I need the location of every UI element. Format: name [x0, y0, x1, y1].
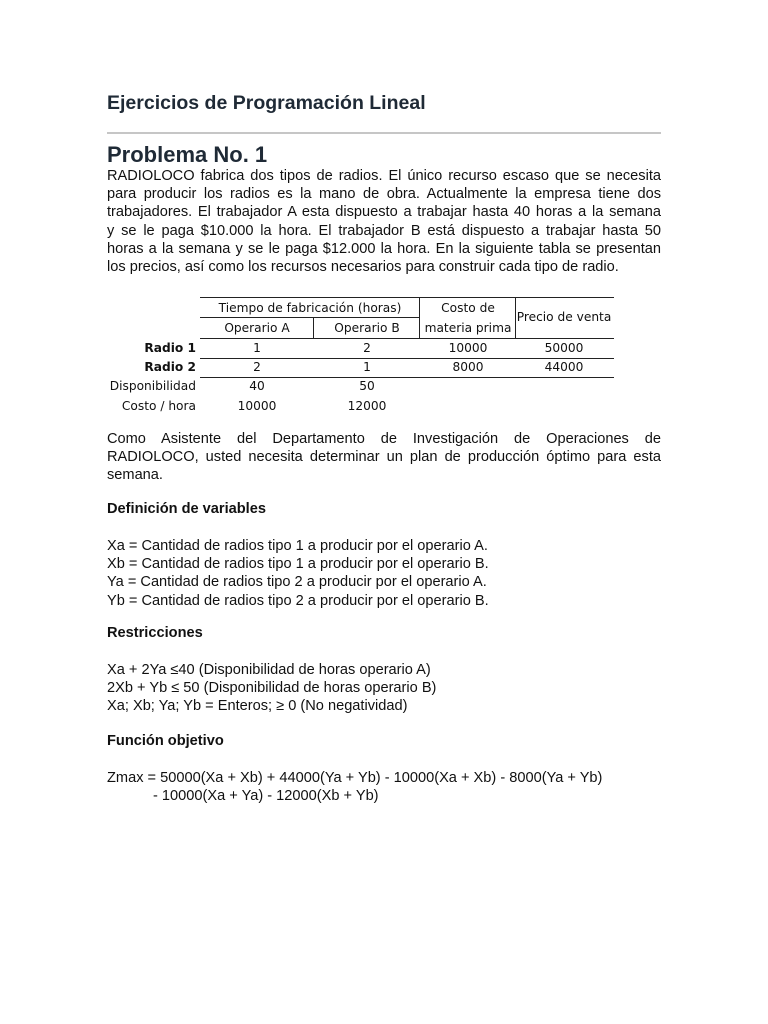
table-header-group: Tiempo de fabricación (horas): [218, 301, 402, 315]
table-cell: 2: [363, 341, 371, 355]
table-cell: 40: [249, 379, 265, 393]
problem-title: Problema No. 1: [107, 142, 268, 167]
title-divider: [107, 132, 661, 134]
table-cell: 12000: [347, 399, 387, 413]
intro-line: y se le paga $10.000 la hora. El trabajador B está dispuesto a trabajar hasta 50: [107, 222, 661, 239]
table-rule: [200, 317, 419, 318]
variable-definition: Xa = Cantidad de radios tipo 1 a producir por el operario A.: [107, 538, 488, 554]
objective-heading: Función objetivo: [107, 733, 224, 749]
intro-line: para producir los radios es la mano de obra. Actualmente la empresa tiene dos: [107, 186, 661, 203]
variable-definition: Xb = Cantidad de radios tipo 1 a producir por el operario B.: [107, 556, 489, 573]
table-rule: [200, 297, 614, 298]
table-row-label: Costo / hora: [121, 399, 196, 413]
table-row-label: Disponibilidad: [109, 379, 196, 393]
variables-heading: Definición de variables: [107, 501, 266, 517]
assistant-paragraph: [107, 430, 661, 485]
objective-line: Zmax = 50000(Xa + Xb) + 44000(Ya + Yb) - 10000(Xa + Xb) - 8000(Ya + Yb): [107, 770, 603, 786]
table-cell: 50000: [544, 341, 584, 355]
intro-paragraph: [107, 167, 661, 276]
table-cell: 10000: [448, 341, 488, 355]
assistant-line: RADIOLOCO, usted necesita determinar un plan de producción óptimo para esta: [107, 449, 661, 466]
table-cell: 1: [363, 360, 371, 374]
table-header-costo: materia prima: [424, 321, 512, 335]
table-rule: [200, 338, 614, 339]
assistant-line: semana.: [107, 467, 163, 484]
table-rule: [313, 317, 314, 338]
variable-definition: Ya = Cantidad de radios tipo 2 a producir por el operario A.: [107, 574, 487, 591]
intro-line: trabajadores. El trabajador A esta dispuesto a trabajar hasta 40 horas a la semana: [107, 204, 661, 221]
restriction: Xa + 2Ya ≤40 (Disponibilidad de horas operario A): [107, 662, 431, 678]
table-header-costo: Costo de: [441, 301, 495, 315]
objective-function: [107, 769, 602, 805]
table-rule: [200, 358, 614, 359]
variables-list: [107, 537, 489, 610]
restriction: Xa; Xb; Ya; Yb = Enteros; ≥ 0 (No negatividad): [107, 698, 408, 715]
table-cell: 8000: [452, 360, 484, 374]
intro-line: los precios, así como los recursos necesarios para construir cada tipo de radio.: [107, 259, 619, 276]
objective-line: - 10000(Xa + Ya) - 12000(Xb + Yb): [153, 788, 379, 805]
assistant-line: Como Asistente del Departamento de Investigación de Operaciones de: [107, 431, 661, 447]
table-row-label: Radio 1: [144, 341, 196, 355]
table-rule: [200, 377, 614, 378]
table-row-label: Radio 2: [144, 360, 196, 374]
intro-line: RADIOLOCO fabrica dos tipos de radios. El único recurso escaso que se necesita: [107, 168, 661, 184]
restriction: 2Xb + Yb ≤ 50 (Disponibilidad de horas operario B): [107, 680, 437, 697]
table-cell: 50: [359, 379, 375, 393]
table-rule: [419, 297, 420, 338]
variable-definition: Yb = Cantidad de radios tipo 2 a producir por el operario B.: [107, 592, 489, 609]
table-cell: 44000: [544, 360, 584, 374]
production-table: [107, 296, 661, 418]
table-cell: 1: [253, 341, 261, 355]
document-title: Ejercicios de Programación Lineal: [107, 92, 426, 114]
table-header-precio: Precio de venta: [516, 310, 612, 324]
table-header-operario-a: Operario A: [224, 321, 290, 335]
restrictions-heading: Restricciones: [107, 625, 203, 641]
intro-line: horas a la semana y se le paga $12.000 la hora. En la siguiente tabla se presentan: [107, 240, 661, 257]
table-cell: 10000: [237, 399, 277, 413]
restrictions-list: [107, 661, 436, 716]
table-header-operario-b: Operario B: [334, 321, 400, 335]
table-cell: 2: [253, 360, 261, 374]
